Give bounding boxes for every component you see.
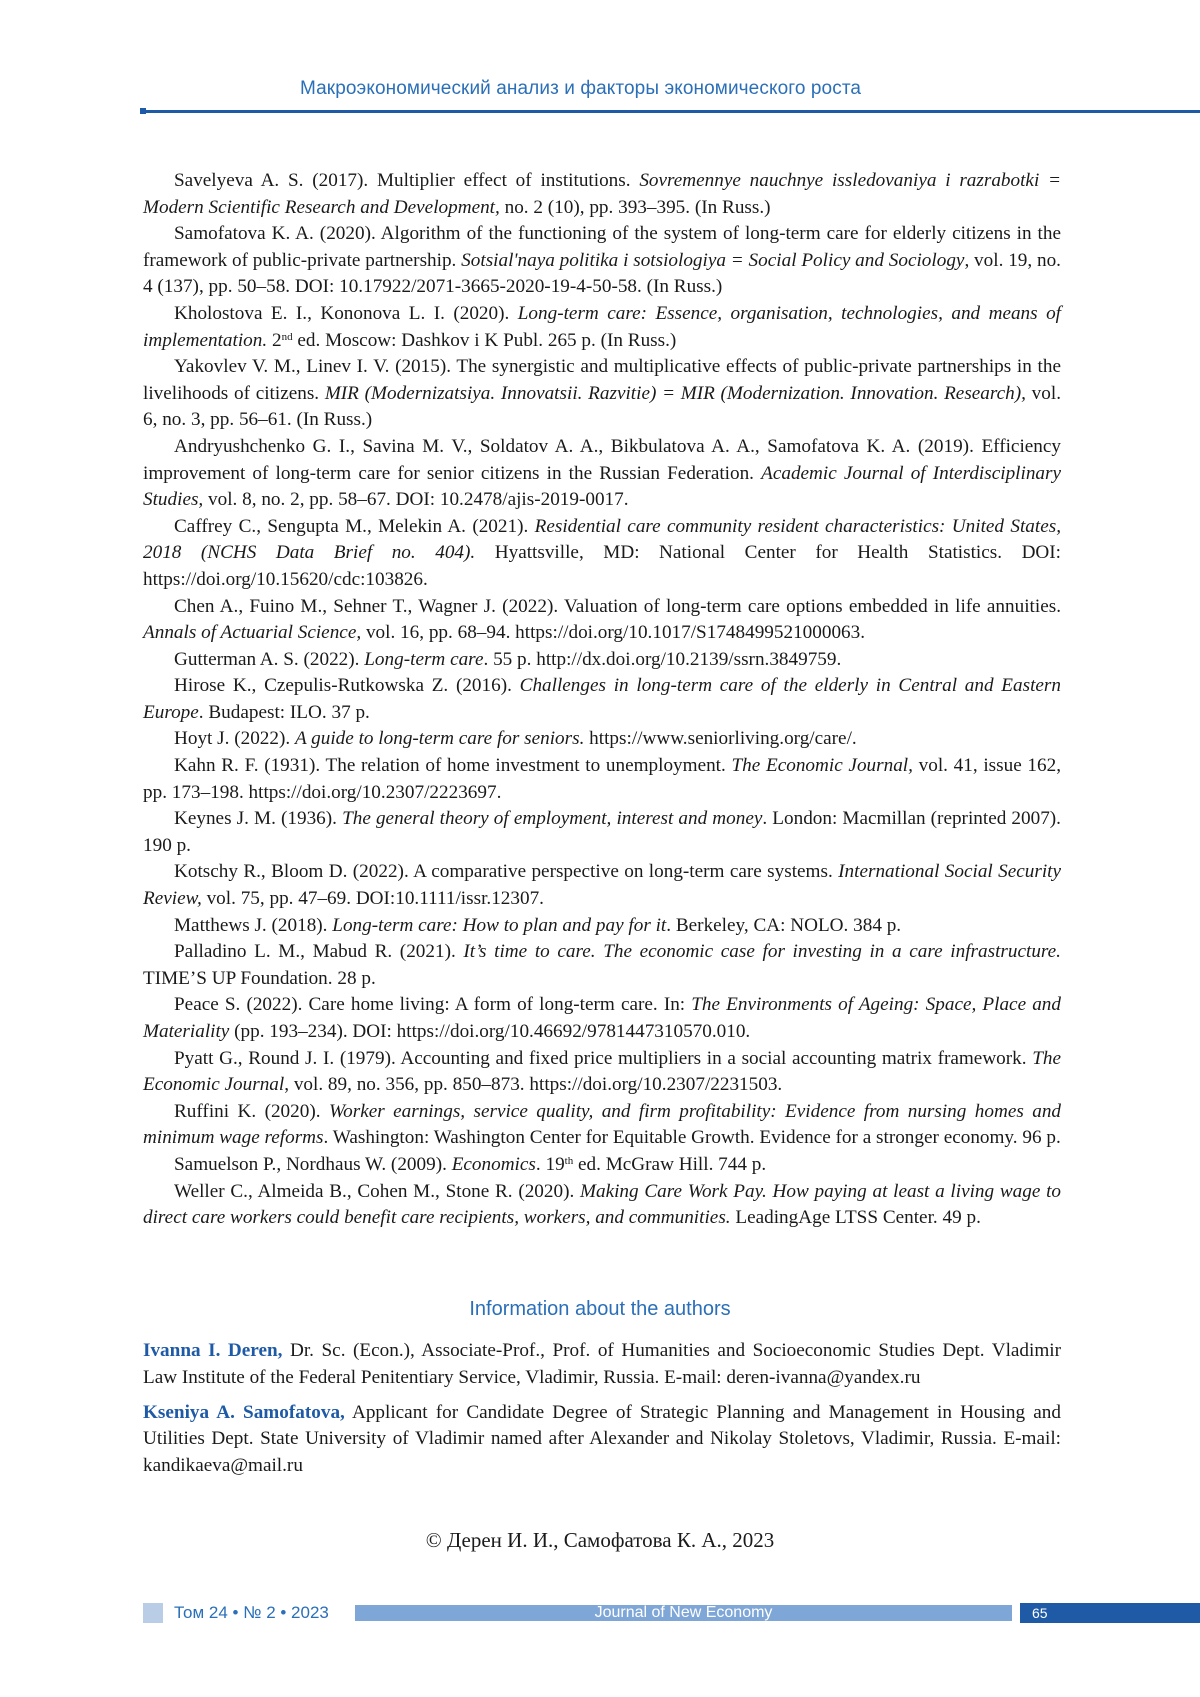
- reference-text: vol. 6, no. 3, pp. 56–61. (In Russ.): [143, 382, 1061, 431]
- author-entry: [143, 1338, 1061, 1392]
- reference-entry: [143, 1099, 1061, 1152]
- reference-entry: [143, 301, 1061, 354]
- reference-title-italic: The Economic Journal,: [731, 755, 913, 777]
- reference-entry: [143, 168, 1061, 221]
- reference-text: vol. 8, no. 2, pp. 58–67. DOI: 10.2478/ajis-2019-0017.: [203, 489, 629, 511]
- author-details: Dr. Sc. (Econ.), Associate-Prof., Prof. of Humanities and Socioeconomic Studies Dept. Vladimir Law Institute of the Federal Penitentiary Service, Vladimir, Russia. E-mail: deren-ivanna@yandex.ru: [143, 1340, 1061, 1388]
- reference-superscript: th: [564, 1154, 574, 1167]
- reference-title-italic: Sotsial'naya politika i sotsiologiya = Social Policy and Sociology: [461, 249, 965, 271]
- author-name: Kseniya A. Samofatova,: [143, 1401, 345, 1423]
- reference-text: Samuelson P., Nordhaus W. (2009).: [174, 1153, 452, 1175]
- reference-title-italic: Worker earnings, service quality, and firm profitability: Evidence from nursing homes and minimum wage reforms: [143, 1100, 1062, 1149]
- reference-text: Samofatova K. A. (2020). Algorithm of the functioning of the system of long-term care for elderly citizens in the framework of public-private partnership.: [143, 223, 1061, 271]
- reference-text: Savelyeva A. S. (2017). Multiplier effect of institutions.: [174, 170, 640, 191]
- reference-text: Kholostova E. I., Kononova L. I. (2020).: [174, 302, 518, 324]
- reference-text: Palladino L. M., Mabud R. (2021).: [174, 941, 464, 963]
- reference-entry: [143, 514, 1061, 594]
- reference-entry: [143, 939, 1061, 992]
- reference-text: Peace S. (2022). Care home living: A form of long-term care. In:: [174, 994, 692, 1016]
- reference-entry: [143, 594, 1061, 647]
- reference-text: Gutterman A. S. (2022).: [174, 648, 365, 670]
- reference-text: (pp. 193–234). DOI: https://doi.org/10.46692/9781447310570.010.: [229, 1021, 751, 1042]
- reference-text: https://www.seniorliving.org/care/.: [584, 728, 857, 750]
- reference-text: , vol. 89, no. 356, pp. 850–873. https://doi.org/10.2307/2231503.: [284, 1074, 783, 1096]
- reference-title-italic: The Environments of Ageing: Space, Place and Materiality: [143, 994, 1061, 1042]
- footer-page-number: 65: [1020, 1603, 1200, 1623]
- footer-issue-info: Том 24 • № 2 • 2023: [174, 1603, 329, 1622]
- reference-text: Weller C., Almeida B., Cohen M., Stone R. (2020).: [174, 1180, 580, 1202]
- reference-entry: [143, 859, 1061, 912]
- reference-text: ed. McGraw Hill. 744 p.: [573, 1153, 767, 1175]
- reference-text: Caffrey C., Sengupta M., Melekin A. (2021).: [174, 515, 535, 537]
- reference-text: Hoyt J. (2022).: [174, 728, 295, 750]
- reference-title-italic: A guide to long-term care for seniors.: [294, 728, 585, 750]
- reference-text: . London: Macmillan (reprinted 2007). 190 p.: [143, 808, 1061, 856]
- reference-superscript: nd: [281, 330, 293, 343]
- reference-text: . 19: [535, 1153, 565, 1175]
- reference-title-italic: International Social Security Review,: [143, 861, 1062, 910]
- reference-text: . Budapest: ILO. 37 p.: [198, 701, 370, 723]
- reference-title-italic: It’s time to care. The economic case for investing in a care infrastructure.: [463, 941, 1061, 963]
- copyright-notice: © Дерен И. И., Самофатова К. А., 2023: [425, 1528, 775, 1552]
- reference-text: no. 2 (10), pp. 393–395. (In Russ.): [499, 196, 771, 218]
- reference-title-italic: Challenges in long-term care of the elderly in Central and Eastern Europe: [143, 675, 1061, 723]
- reference-text: vol. 16, pp. 68–94. https://doi.org/10.1017/S1748499521000063.: [361, 622, 866, 644]
- reference-entry: [143, 992, 1061, 1045]
- reference-entry: [143, 806, 1061, 859]
- reference-text: Keynes J. M. (1936).: [174, 808, 343, 830]
- header-rule-marker: [140, 108, 146, 114]
- reference-text: , vol. 19, no. 4 (137), pp. 50–58. DOI: 10.17922/2071-3665-2020-19-4-50-58. (In Russ.): [143, 249, 1061, 298]
- running-head-title: Макроэкономический анализ и факторы экономического роста: [300, 78, 862, 99]
- reference-text: . 55 p. http://dx.doi.org/10.2139/ssrn.3849759.: [483, 648, 842, 670]
- reference-entry: [143, 354, 1061, 434]
- reference-title-italic: The Economic Journal: [143, 1047, 1061, 1096]
- reference-entry: [143, 1179, 1061, 1232]
- reference-text: . Washington: Washington Center for Equitable Growth. Evidence for a stronger economy. 96 p.: [323, 1127, 1061, 1149]
- reference-title-italic: Academic Journal of Interdisciplinary Studies,: [143, 462, 1061, 511]
- reference-entry: [143, 673, 1061, 726]
- reference-text: vol. 41, issue 162, pp. 173–198. https://doi.org/10.2307/2223697.: [143, 755, 1061, 803]
- footer-square-marker: [143, 1603, 163, 1623]
- reference-entry: [143, 647, 1061, 674]
- header-rule: [143, 110, 1200, 113]
- reference-entry: [143, 1152, 1061, 1179]
- reference-text: Andryushchenko G. I., Savina M. V., Soldatov A. A., Bikbulatova A. A., Samofatova K. A. (2019). Efficiency improvement of long-term care for senior citizens in the Russian Federation.: [143, 435, 1061, 484]
- reference-text: Ruffini K. (2020).: [174, 1100, 329, 1122]
- reference-text: ed. Moscow: Dashkov i K Publ. 265 p. (In Russ.): [292, 329, 677, 351]
- reference-title-italic: Economics: [451, 1153, 536, 1175]
- reference-text: . Berkeley, CA: NOLO. 384 p.: [666, 914, 902, 936]
- reference-text: Kotschy R., Bloom D. (2022). A comparative perspective on long-term care systems.: [174, 861, 839, 883]
- page-footer: [0, 1603, 1200, 1625]
- reference-text: Yakovlev V. M., Linev I. V. (2015). The synergistic and multiplicative effects of public-private partnerships in the livelihoods of citizens.: [143, 356, 1061, 404]
- reference-title-italic: Residential care community resident characteristics: United States, 2018 (NCHS Data Brief no. 404).: [143, 515, 1061, 564]
- reference-text: 2: [267, 329, 282, 351]
- reference-entry: [143, 753, 1061, 806]
- reference-text: Kahn R. F. (1931). The relation of home investment to unemployment.: [174, 755, 732, 777]
- reference-title-italic: Sovremennye nauchnye issledovaniya i razrabotki = Modern Scientific Research and Development,: [143, 170, 1062, 218]
- reference-title-italic: Long-term care: Essence, organisation, technologies, and means of implementation.: [143, 302, 1061, 351]
- reference-text: TIME’S UP Foundation. 28 p.: [143, 967, 376, 989]
- reference-text: LeadingAge LTSS Center. 49 p.: [730, 1207, 981, 1229]
- reference-entry: [143, 726, 1061, 753]
- reference-entry: [143, 1046, 1061, 1099]
- author-details: Applicant for Candidate Degree of Strategic Planning and Management in Housing and Utilities Dept. State University of Vladimir named after Alexander and Nikolay Stoletovs, Vladimir, Russia. E-mail: kandikaeva@mail.ru: [143, 1401, 1061, 1477]
- reference-text: Hirose K., Czepulis-Rutkowska Z. (2016).: [174, 675, 520, 697]
- references-list: [143, 168, 1061, 1232]
- reference-title-italic: Long-term care: How to plan and pay for it: [332, 914, 667, 936]
- reference-entry: [143, 913, 1061, 940]
- authors-heading: Information about the authors: [469, 1298, 731, 1320]
- author-entry: [143, 1400, 1061, 1480]
- reference-text: Chen A., Fuino M., Sehner T., Wagner J. (2022). Valuation of long-term care options embedded in life annuities.: [174, 595, 1061, 617]
- reference-text: Pyatt G., Round J. I. (1979). Accounting and fixed price multipliers in a social accounting matrix framework.: [174, 1047, 1033, 1069]
- footer-journal-title: Journal of New Economy: [355, 1605, 1012, 1621]
- reference-title-italic: The general theory of employment, interest and money: [342, 808, 763, 830]
- author-name: Ivanna I. Deren,: [143, 1340, 283, 1361]
- reference-title-italic: MIR (Modernizatsiya. Innovatsii. Razvitie) = MIR (Modernization. Innovation. Research),: [324, 382, 1026, 404]
- reference-entry: [143, 434, 1061, 514]
- reference-text: Matthews J. (2018).: [174, 914, 333, 936]
- authors-list: [143, 1338, 1061, 1488]
- reference-entry: [143, 221, 1061, 301]
- reference-text: vol. 75, pp. 47–69. DOI:10.1111/issr.12307.: [201, 888, 544, 910]
- reference-title-italic: Making Care Work Pay. How paying at least a living wage to direct care workers could benefit care recipients, workers, and communities.: [143, 1180, 1061, 1229]
- reference-title-italic: Annals of Actuarial Science,: [143, 622, 362, 644]
- reference-text: Hyattsville, MD: National Center for Health Statistics. DOI: https://doi.org/10.15620/cdc:103826.: [143, 542, 1061, 590]
- reference-title-italic: Long-term care: [364, 648, 484, 670]
